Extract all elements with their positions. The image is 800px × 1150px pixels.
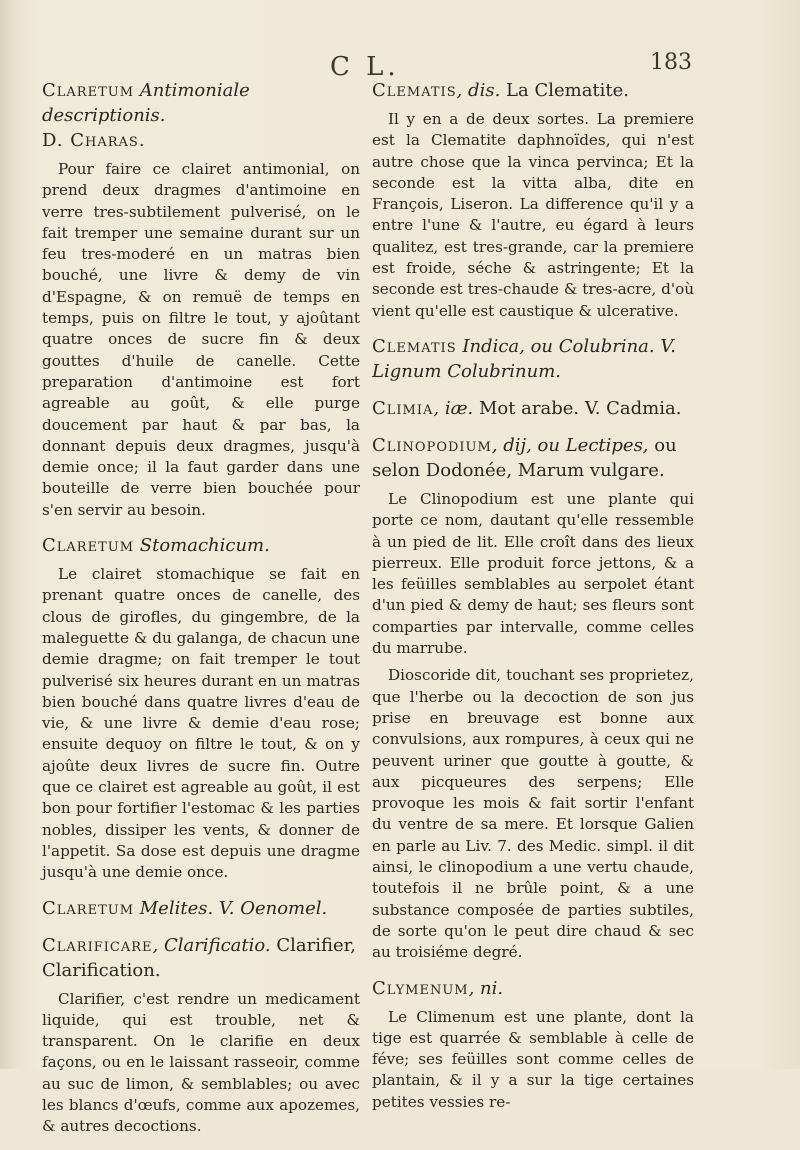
dictionary-entry: [372, 396, 694, 421]
entry-headword: [372, 78, 694, 103]
dictionary-entry: [42, 933, 360, 1138]
dictionary-entry: [42, 896, 360, 921]
entry-headword: [42, 933, 360, 983]
headword-qualifier: Antimoniale descriptionis.: [42, 80, 250, 126]
dictionary-entry: [372, 334, 694, 384]
headword-qualifier: , dij, ou Lectipes,: [491, 434, 649, 456]
headword-qualifier: , Clarificatio.: [152, 934, 271, 956]
headword-translation: Clarifier, Clarification.: [42, 934, 356, 981]
entry-paragraph: Dioscoride dit, touchant ses proprietez, que l'herbe ou la decoction de son jus prise en breuvage est bonne aux convulsions, aux rompures, à ceux qui ne peuvent uriner que goutte à goutte, & aux picqueures des serpens; Elle provoque les mois & fait sortir l'enfant du ventre de sa mere. Et lorsque Galien en parle au Liv. 7. des Medic. simpl. il dit ainsi, le clinopodium a une vertu chaude, toutefois il ne brûle point, & a une substance composée de parties subtiles, de sorte qu'on le peut dire chaud & sec au troisiéme degré.: [372, 666, 694, 962]
headword-qualifier: , iæ.: [433, 397, 474, 419]
dictionary-entry: [372, 78, 694, 322]
dictionary-entry: [42, 78, 360, 521]
left-column: [42, 78, 360, 1150]
entry-paragraph: Le clairet stomachique se fait en prenant quatre onces de canelle, des clous de girofles, du gingembre, de la maleguette & du galanga, de chacun une demie dragme; on fait tremper le tout pulverisé six heures durant en un matras bien bouché dans quatre livres d'eau de vie, & une livre & demie d'eau rose; ensuite dequoy on filtre le tout, & on y ajoûte deux livres de sucre fin. Outre que ce clairet est agreable au goût, il est bon pour fortifier l'estomac & les parties nobles, dissiper les vents, & donner de l'appetit. Sa dose est depuis une dragme jusqu'à une demie once.: [42, 565, 360, 882]
entry-headword: [42, 533, 360, 558]
dictionary-entry: [372, 433, 694, 964]
headword-term: Claretum: [42, 80, 135, 101]
entry-headword: [42, 78, 360, 153]
entry-headword: [372, 396, 694, 421]
page-number: 183: [650, 50, 692, 75]
headword-term: Clinopodium: [372, 434, 492, 456]
headword-translation: La Clematite.: [506, 80, 630, 101]
headword-qualifier: Stomachicum.: [139, 535, 270, 557]
entry-paragraph: Le Climenum est une plante, dont la tige est quarrée & semblable à celle de féve; ses feüilles sont comme celles de plantain, & il y a sur la tige certaines petites vessies re-: [372, 1007, 694, 1111]
headword-translation: Mot arabe. V. Cadmia.: [478, 397, 682, 419]
entry-paragraph: Clarifier, c'est rendre un medicament liquide, qui est trouble, net & transparent. On le clarifie en deux façons, ou en le laissant rasseoir, comme au suc de limon, & semblables; ou avec les blancs d'œufs, comme aux apozemes, & autres decoctions.: [42, 989, 360, 1136]
entry-headword: [372, 433, 694, 483]
headword-term: Clematis: [372, 335, 457, 357]
entry-paragraph: Il y en a de deux sortes. La premiere est la Clematite daphnoïdes, qui n'est autre chose que la vinca pervinca; Et la seconde est la vitta alba, dite en François, Liseron. La difference qu'il y a entre l'une & l'autre, eu égard à leurs qualitez, est tres-grande, car la premiere est froide, séche & astringente; Et la seconde est tres-chaude & tres-acre, d'où vient qu'elle est caustique & ulcerative.: [372, 110, 694, 320]
headword-term: Climia: [372, 397, 434, 419]
headword-qualifier: Melites. V. Oenomel.: [139, 897, 328, 919]
headword-term: Claretum: [42, 897, 135, 919]
headword-qualifier: , dis.: [456, 80, 501, 101]
running-head: C L.: [330, 52, 400, 82]
entry-paragraph: Le Clinopodium est une plante qui porte ce nom, dautant qu'elle ressemble à un pied de lit. Elle croît dans des lieux pierreux. Elle produit force jettons, & a les feüilles semblables au serpolet étant d'un pied & demy de haut; ses fleurs sont comparties par intervalle, comme celles du marrube.: [372, 489, 694, 658]
entry-paragraph: Pour faire ce clairet antimonial, on prend deux dragmes d'antimoine en verre tres-subtilement pulverisé, on le fait tremper une semaine durant sur un feu tres-moderé en un matras bien bouché, une livre & demy de vin d'Espagne, & on remuë de temps en temps, puis on filtre le tout, y ajoûtant quatre onces de sucre fin & deux gouttes d'huile de canelle. Cette preparation d'antimoine est fort agreable au goût, & elle purge doucement par haut & par bas, la donnant depuis deux dragmes, jusqu'à demie once; il la faut garder dans une bouteille de verre bien bouchée pour s'en servir au besoin.: [42, 160, 360, 519]
headword-qualifier: , ni.: [468, 977, 504, 999]
headword-term: Claretum: [42, 535, 135, 557]
dictionary-entry: [372, 976, 694, 1113]
headword-qualifier: Indica, ou Colubrina. V. Lignum Colubrinum.: [372, 335, 676, 382]
entry-headword: [42, 896, 360, 921]
headword-author: D. Charas.: [42, 130, 146, 151]
right-column: [372, 78, 694, 1125]
headword-term: Clarificare: [42, 934, 153, 956]
entry-headword: [372, 334, 694, 384]
headword-term: Clymenum: [372, 977, 469, 999]
dictionary-entry: [42, 533, 360, 883]
headword-translation: ou selon Dodonée, Marum vulgare.: [372, 434, 677, 481]
headword-term: Clematis: [372, 80, 457, 101]
entry-headword: [372, 976, 694, 1001]
